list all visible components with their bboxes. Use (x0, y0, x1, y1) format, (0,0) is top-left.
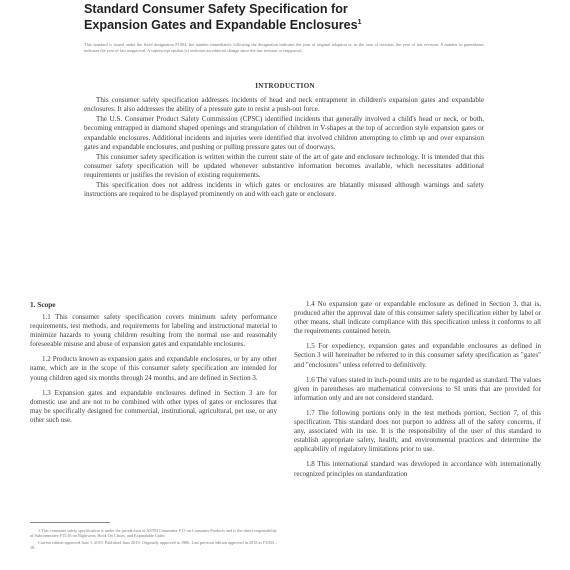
intro-paragraph: This consumer safety specification addresses incidents of head and neck entrapment in children's expansion gates and expandable enclosures. It also addresses the ability of a pressure gate to resist a push-out force. (84, 96, 484, 114)
scope-paragraph: 1.4 No expansion gate or expandable enclosure as defined in Section 3, that is, produced after the approval date of this consumer safety specification either by label or other means, shall indicate compliance with this specification unless it conforms to all the requirements contained herein. (294, 300, 541, 336)
intro-paragraph: This consumer safety specification is written within the current state of the art of gate and enclosure technology. It is intended that this consumer safety specification will be updated whenever substantive information becomes available, which necessitates additional requirements or justifies the revision of existing requirements. (84, 152, 484, 180)
title-line-2 (84, 16, 504, 32)
title-footnote-mark: 1 (357, 19, 362, 26)
scope-paragraph: 1.2 Products known as expansion gates and expandable enclosures, or by any other name, which are in the scope of this consumer safety specification are intended for young children aged six months through 24 months, and are defined in Section 3. (30, 355, 277, 382)
right-column (294, 300, 541, 485)
introduction-body (84, 96, 484, 200)
designation-notice: This standard is issued under the fixed designation F1004; the number immediately following the designation indicates the year of original adoption or, in the case of revision, the year of last revision. A number in parentheses indicates the year of last reapproval. A superscript epsilon (ε) indicates an editorial change since the last revision or reapproval. (84, 42, 484, 53)
scope-paragraph: 1.7 The following portions only in the test methods portion, Section 7, of this specification. This standard does not purport to address all of the safety concerns, if any, associated with its use. It is the responsibility of the user of this standard to establish appropriate safety, health, and environmental practices and determine the applicability of regulatory limitations prior to use. (294, 408, 541, 454)
footnote-divider (30, 522, 110, 523)
footnote: 1 This consumer safety specification is under the jurisdiction of ASTM Committee F15 on Consumer Products and is the direct responsibility of Subcommittee F15.16 on Nightwear, Hook On Chairs, and Expandable Gates. (30, 528, 277, 539)
document-title (84, 2, 504, 32)
footnotes (30, 528, 277, 552)
scope-paragraph: 1.8 This international standard was developed in accordance with internationally recognized principles on standardization (294, 460, 541, 478)
scope-paragraph: 1.5 For expediency, expansion gates and expandable enclosures as defined in Section 3 will hereinafter be referred to in this consumer safety specification as "gates" and "enclosures" unless referred to definitively. (294, 342, 541, 369)
scope-paragraph: 1.6 The values stated in inch-pound units are to be regarded as standard. The values given in parentheses are mathematical conversions to SI units that are provided for information only and are not considered standard. (294, 375, 541, 402)
title-line-2-text: Expansion Gates and Expandable Enclosures (84, 18, 358, 33)
intro-paragraph: The U.S. Consumer Product Safety Commission (CPSC) identified incidents that generally involved a child's head or neck, or both, becoming entrapped in diamond shaped openings and strangulation of children in V-shapes at the top of accordion style expansion gates or expandable enclosures. Additional incidents and injuries were identified that involved children attempting to climb up and over expansion gates and expandable enclosures, and pushing or pulling pressure gates out of doorways. (84, 115, 484, 151)
intro-paragraph: This specification does not address incidents in which gates or enclosures are blatantly misused although warnings and safety instructions are required to be displayed prominently on and with each gate or enclosure. (84, 181, 484, 199)
title-line-1: Standard Consumer Safety Specification for (84, 2, 348, 16)
footnote: Current edition approved June 1, 2019. Published June 2019. Originally approved in 1986. Last previous edition approved in 2018 as F1004 – 18. (30, 539, 277, 551)
left-column (30, 300, 277, 431)
introduction-heading: INTRODUCTION (255, 82, 315, 90)
scope-paragraph: 1.3 Expansion gates and expandable enclosures defined in Section 3 are for domestic use and are not to be combined with other types of gates or enclosures that may be specifically designed for commercial, institutional, agricultural, pet use, or any other such use. (30, 388, 277, 424)
scope-heading: 1. Scope (30, 300, 56, 309)
scope-paragraph: 1.1 This consumer safety specification covers minimum safety performance requirements, test methods, and requirements for labeling and instructional material to minimize hazards to young children resulting from the normal use and reasonably foreseeable misuse and abuse of expansion gates and expandable enclosures. (30, 313, 277, 349)
